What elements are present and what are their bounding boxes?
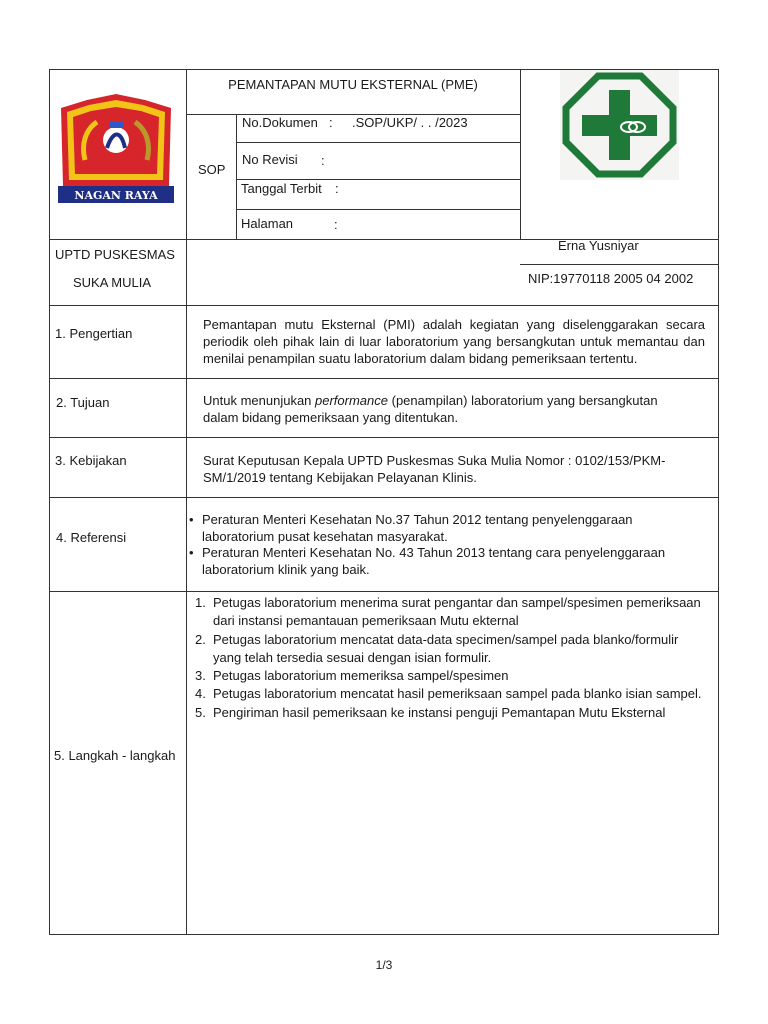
section-text-kebijakan: Surat Keputusan Kepala UPTD Puskesmas Suka Mulia Nomor : 0102/153/PKM-SM/1/2019 tentang Kebijakan Pelayanan Klinis. [203, 453, 666, 485]
list-item [189, 594, 709, 631]
field-label: No Revisi [242, 152, 298, 167]
step-number: 2. [195, 631, 206, 647]
list-item [189, 667, 709, 685]
step-text: Petugas laboratorium mencatat hasil pemeriksaan sampel pada blanko isian sampel. [213, 686, 702, 702]
section-label-tujuan: 2. Tujuan [56, 395, 110, 410]
field-label: Tanggal Terbit [241, 181, 322, 196]
section-text-pengertian: Pemantapan mutu Eksternal (PMI) adalah kegiatan yang diselenggarakan secara periodik oleh pihak lain di luar laboratorium yang bersangkutan untuk memantau dan menilai penampilan suatu laboratorium dalam bidang pemeriksaan tertentu. [203, 317, 705, 366]
puskesmas-logo [560, 70, 679, 180]
langkah-list [189, 594, 709, 722]
sop-label: SOP [198, 162, 226, 177]
step-text: Petugas laboratorium mencatat data-data specimen/sampel pada blanko/formulir yang telah tersedia sesuai dengan isian formulir. [213, 631, 679, 665]
signer-name: Erna Yusniyar [558, 238, 639, 253]
section-label-langkah: 5. Langkah - langkah [54, 748, 176, 763]
section-label-kebijakan: 3. Kebijakan [55, 453, 127, 468]
tujuan-text-after: (penampilan) laboratorium yang bersangkutan dalam bidang pemeriksaan yang ditentukan. [203, 393, 658, 425]
tujuan-text-italic: performance [315, 393, 388, 408]
step-number: 1. [195, 595, 206, 610]
section-label-referensi: 4. Referensi [56, 530, 127, 545]
field-sep: : [321, 153, 325, 168]
field-label: Halaman [241, 216, 294, 231]
list-item: • Peraturan Menteri Kesehatan No.37 Tahun 2012 tentang penyelenggaraan laboratorium pusat kesehatan masyarakat. [188, 512, 708, 545]
list-item [189, 685, 709, 703]
step-number: 4. [195, 686, 206, 702]
section-text-tujuan [203, 392, 693, 426]
field-sep: : [335, 181, 339, 196]
field-sep: : [334, 217, 338, 232]
field-sep: : [329, 115, 333, 130]
step-number: 5. [195, 704, 206, 720]
referensi-list [188, 512, 708, 578]
step-text: Petugas laboratorium memeriksa sampel/spesimen [213, 668, 509, 684]
signer-nip: NIP:19770118 2005 04 2002 [528, 271, 694, 286]
tujuan-text-before: Untuk menunjukan [203, 393, 316, 408]
logo-label: NAGAN RAYA [74, 189, 158, 202]
field-label: No.Dokumen [242, 115, 318, 130]
list-item [189, 631, 709, 668]
step-text: Petugas laboratorium menerima surat pengantar dan sampel/spesimen pemeriksaan dari instansi pemantauan pemeriksaan Mutu ekternal [213, 595, 701, 629]
step-text: Pengiriman hasil pemeriksaan ke instansi penguji Pemantapan Mutu Eksternal [213, 704, 666, 720]
list-item [189, 704, 709, 722]
page-number: 1/3 [375, 958, 393, 972]
list-item: • Peraturan Menteri Kesehatan No. 43 Tahun 2013 tentang cara penyelenggaraan laboratorium klinik yang baik. [188, 545, 708, 578]
nagan-raya-logo [55, 90, 177, 206]
org-name-line1: UPTD PUSKESMAS [55, 247, 175, 262]
step-number: 3. [195, 668, 206, 684]
org-name-line2: SUKA MULIA [73, 275, 152, 290]
field-value: .SOP/UKP/ . . /2023 [352, 115, 468, 130]
document-title: PEMANTAPAN MUTU EKSTERNAL (PME) [228, 77, 478, 92]
section-label-pengertian: 1. Pengertian [55, 326, 133, 341]
